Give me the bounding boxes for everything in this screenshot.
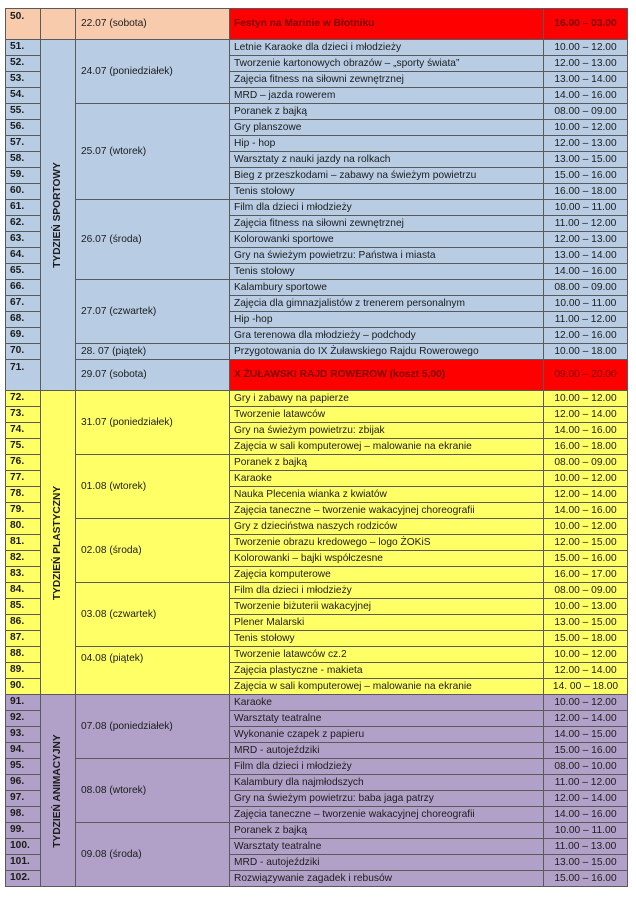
activity-cell: Film dla dzieci i młodzieży <box>230 759 544 775</box>
activity-cell: Przygotowania do IX Żuławskiego Rajdu Rowerowego <box>230 344 544 360</box>
time-cell: 10.00 – 12.00 <box>544 647 628 663</box>
date-cell: 02.08 (środa) <box>76 519 230 583</box>
row-number: 84. <box>6 583 41 599</box>
date-cell: 24.07 (poniedziałek) <box>76 40 230 104</box>
row-number: 86. <box>6 615 41 631</box>
activity-cell: Tenis stołowy <box>230 264 544 280</box>
activity-cell-highlighted: X ŻUŁAWSKI RAJD ROWEROW (koszt 5,00) <box>230 360 544 391</box>
time-cell: 08.00 – 10.00 <box>544 759 628 775</box>
week-label-animation: TYDZIEŃ ANIMACYJNY <box>52 733 63 848</box>
time-cell: 13.00 – 14.00 <box>544 248 628 264</box>
time-cell: 12.00 – 14.00 <box>544 791 628 807</box>
time-cell: 14.00 – 16.00 <box>544 88 628 104</box>
table-row <box>6 583 628 599</box>
activity-cell: Zajęcia taneczne – tworzenie wakacyjnej choreografii <box>230 807 544 823</box>
row-number: 56. <box>6 120 41 136</box>
time-cell-highlighted: 16.00 – 03.00 <box>544 9 628 40</box>
row-number: 51. <box>6 40 41 56</box>
time-cell: 10.00 – 12.00 <box>544 695 628 711</box>
date-cell: 26.07 (środa) <box>76 200 230 280</box>
row-number: 76. <box>6 455 41 471</box>
table-row <box>6 759 628 775</box>
activity-cell: Tenis stołowy <box>230 184 544 200</box>
time-cell: 12.00 – 13.00 <box>544 56 628 72</box>
week-label-cell <box>41 391 76 695</box>
table-row <box>6 40 628 56</box>
row-number: 68. <box>6 312 41 328</box>
time-cell: 10.00 – 13.00 <box>544 599 628 615</box>
table-row <box>6 104 628 120</box>
row-number: 74. <box>6 423 41 439</box>
activity-cell: Plener Malarski <box>230 615 544 631</box>
activity-cell: Karaoke <box>230 695 544 711</box>
time-cell: 12.00 – 13.00 <box>544 136 628 152</box>
row-number: 78. <box>6 487 41 503</box>
activity-cell: Tworzenie kartonowych obrazów – „sporty świata” <box>230 56 544 72</box>
activity-cell: Film dla dzieci i młodzieży <box>230 583 544 599</box>
activity-cell: Zajęcia taneczne – tworzenie wakacyjnej choreografii <box>230 503 544 519</box>
row-number: 79. <box>6 503 41 519</box>
row-number: 52. <box>6 56 41 72</box>
activity-cell: Nauka Plecenia wianka z kwiatów <box>230 487 544 503</box>
row-number: 53. <box>6 72 41 88</box>
row-number: 97. <box>6 791 41 807</box>
row-number: 58. <box>6 152 41 168</box>
activity-cell: Gry na świeżym powietrzu: Państwa i miasta <box>230 248 544 264</box>
row-number: 83. <box>6 567 41 583</box>
date-cell: 07.08 (poniedziałek) <box>76 695 230 759</box>
time-cell: 10.00 – 11.00 <box>544 296 628 312</box>
time-cell: 10.00 – 12.00 <box>544 519 628 535</box>
row-number: 87. <box>6 631 41 647</box>
row-number: 102. <box>6 871 41 887</box>
row-number: 80. <box>6 519 41 535</box>
date-cell: 31.07 (poniedziałek) <box>76 391 230 455</box>
time-cell-highlighted: 09.00 – 20.00 <box>544 360 628 391</box>
activity-cell: Warsztaty teatralne <box>230 711 544 727</box>
time-cell: 10.00 – 12.00 <box>544 471 628 487</box>
row-number: 81. <box>6 535 41 551</box>
activity-cell: Tenis stołowy <box>230 631 544 647</box>
time-cell: 16.00 – 18.00 <box>544 439 628 455</box>
activity-cell: Gry na świeżym powietrzu: baba jaga patrzy <box>230 791 544 807</box>
activity-cell: MRD - autojeździki <box>230 743 544 759</box>
table-row <box>6 9 628 40</box>
time-cell: 14. 00 – 18.00 <box>544 679 628 695</box>
date-cell: 25.07 (wtorek) <box>76 104 230 200</box>
date-cell: 09.08 (środa) <box>76 823 230 887</box>
table-row <box>6 200 628 216</box>
time-cell: 08.00 – 09.00 <box>544 280 628 296</box>
activity-cell: Zajęcia w sali komputerowej – malowanie na ekranie <box>230 439 544 455</box>
row-number: 66. <box>6 280 41 296</box>
row-number: 96. <box>6 775 41 791</box>
time-cell: 13.00 – 14.00 <box>544 72 628 88</box>
time-cell: 14.00 – 15.00 <box>544 727 628 743</box>
activity-cell: Zajęcia w sali komputerowej – malowanie na ekranie <box>230 679 544 695</box>
time-cell: 16.00 – 18.00 <box>544 184 628 200</box>
activity-cell: Letnie Karaoke dla dzieci i młodzieży <box>230 40 544 56</box>
row-number: 69. <box>6 328 41 344</box>
table-row <box>6 647 628 663</box>
time-cell: 12.00 – 16.00 <box>544 328 628 344</box>
row-number: 92. <box>6 711 41 727</box>
activity-cell: Tworzenie biżuterii wakacyjnej <box>230 599 544 615</box>
week-label-plastic: TYDZIEŃ PLASTYCZNY <box>52 485 63 600</box>
time-cell: 14.00 – 16.00 <box>544 503 628 519</box>
table-row <box>6 391 628 407</box>
activity-cell: Kolorowanki sportowe <box>230 232 544 248</box>
row-number: 72. <box>6 391 41 407</box>
activity-cell: Film dla dzieci i młodzieży <box>230 200 544 216</box>
time-cell: 12.00 – 13.00 <box>544 232 628 248</box>
activity-cell: Gry planszowe <box>230 120 544 136</box>
time-cell: 08.00 – 09.00 <box>544 104 628 120</box>
row-number: 75. <box>6 439 41 455</box>
time-cell: 10.00 – 12.00 <box>544 120 628 136</box>
time-cell: 15.00 – 16.00 <box>544 871 628 887</box>
row-number: 61. <box>6 200 41 216</box>
time-cell: 11.00 – 13.00 <box>544 839 628 855</box>
activity-cell: Tworzenie latawców cz.2 <box>230 647 544 663</box>
activity-cell: Poranek z bajką <box>230 823 544 839</box>
activity-cell: Wykonanie czapek z papieru <box>230 727 544 743</box>
table-row <box>6 280 628 296</box>
time-cell: 10.00 – 12.00 <box>544 40 628 56</box>
row-number: 99. <box>6 823 41 839</box>
row-number: 77. <box>6 471 41 487</box>
time-cell: 13.00 – 15.00 <box>544 615 628 631</box>
activity-cell: Gry i zabawy na papierze <box>230 391 544 407</box>
row-number: 89. <box>6 663 41 679</box>
row-number: 94. <box>6 743 41 759</box>
table-row <box>6 695 628 711</box>
row-number: 57. <box>6 136 41 152</box>
time-cell: 14.00 – 16.00 <box>544 423 628 439</box>
row-number: 59. <box>6 168 41 184</box>
activity-cell: Warsztaty teatralne <box>230 839 544 855</box>
week-label-cell <box>41 40 76 391</box>
time-cell: 13.00 – 15.00 <box>544 152 628 168</box>
activity-cell: Kolorowanki – bajki współczesne <box>230 551 544 567</box>
time-cell: 15.00 – 18.00 <box>544 631 628 647</box>
row-number: 73. <box>6 407 41 423</box>
row-number: 71. <box>6 360 41 391</box>
row-number: 90. <box>6 679 41 695</box>
date-cell: 29.07 (sobota) <box>76 360 230 391</box>
row-number: 60. <box>6 184 41 200</box>
time-cell: 10.00 – 11.00 <box>544 200 628 216</box>
activity-cell: Warsztaty z nauki jazdy na rolkach <box>230 152 544 168</box>
row-number: 101. <box>6 855 41 871</box>
time-cell: 14.00 – 16.00 <box>544 264 628 280</box>
time-cell: 15.00 – 16.00 <box>544 168 628 184</box>
activity-cell: Gry na świeżym powietrzu: zbijak <box>230 423 544 439</box>
activity-cell: Tworzenie latawców <box>230 407 544 423</box>
row-number: 100. <box>6 839 41 855</box>
activity-cell: MRD - autojeździki <box>230 855 544 871</box>
time-cell: 10.00 – 12.00 <box>544 391 628 407</box>
date-cell: 22.07 (sobota) <box>76 9 230 40</box>
row-number: 95. <box>6 759 41 775</box>
time-cell: 12.00 – 14.00 <box>544 487 628 503</box>
week-label-sport: TYDZIEŃ SPORTOWY <box>52 162 63 268</box>
time-cell: 10.00 – 11.00 <box>544 823 628 839</box>
time-cell: 12.00 – 14.00 <box>544 711 628 727</box>
table-row <box>6 344 628 360</box>
time-cell: 11.00 – 12.00 <box>544 312 628 328</box>
activity-cell-highlighted: Festyn na Marinie w Błotniku <box>230 9 544 40</box>
time-cell: 15.00 – 16.00 <box>544 551 628 567</box>
time-cell: 08.00 – 09.00 <box>544 455 628 471</box>
time-cell: 11.00 – 12.00 <box>544 775 628 791</box>
table-row <box>6 455 628 471</box>
time-cell: 08.00 – 09.00 <box>544 583 628 599</box>
time-cell: 15.00 – 16.00 <box>544 743 628 759</box>
activity-cell: Rozwiązywanie zagadek i rebusów <box>230 871 544 887</box>
time-cell: 16.00 – 17.00 <box>544 567 628 583</box>
row-number: 91. <box>6 695 41 711</box>
week-label-cell <box>41 695 76 887</box>
activity-cell: Kalambury sportowe <box>230 280 544 296</box>
time-cell: 13.00 – 15.00 <box>544 855 628 871</box>
time-cell: 12.00 – 15.00 <box>544 535 628 551</box>
row-number: 70. <box>6 344 41 360</box>
week-cell-empty <box>41 9 76 40</box>
time-cell: 10.00 – 18.00 <box>544 344 628 360</box>
row-number: 63. <box>6 232 41 248</box>
date-cell: 03.08 (czwartek) <box>76 583 230 647</box>
time-cell: 14.00 – 16.00 <box>544 807 628 823</box>
row-number: 65. <box>6 264 41 280</box>
row-number: 62. <box>6 216 41 232</box>
row-number: 93. <box>6 727 41 743</box>
row-number: 55. <box>6 104 41 120</box>
time-cell: 12.00 – 14.00 <box>544 407 628 423</box>
row-number: 54. <box>6 88 41 104</box>
row-number: 67. <box>6 296 41 312</box>
activity-cell: Poranek z bajką <box>230 455 544 471</box>
activity-cell: Hip -hop <box>230 312 544 328</box>
activity-cell: Zajęcia komputerowe <box>230 567 544 583</box>
activity-cell: Gra terenowa dla młodzieży – podchody <box>230 328 544 344</box>
activity-cell: Zajęcia fitness na siłowni zewnętrznej <box>230 72 544 88</box>
row-number: 88. <box>6 647 41 663</box>
activity-cell: Poranek z bajką <box>230 104 544 120</box>
time-cell: 11.00 – 12.00 <box>544 216 628 232</box>
table-row <box>6 360 628 391</box>
row-number: 85. <box>6 599 41 615</box>
date-cell: 08.08 (wtorek) <box>76 759 230 823</box>
activity-cell: Zajęcia fitness na siłowni zewnętrznej <box>230 216 544 232</box>
date-cell: 04.08 (piątek) <box>76 647 230 695</box>
activity-cell: Gry z dzieciństwa naszych rodziców <box>230 519 544 535</box>
time-cell: 12.00 – 14.00 <box>544 663 628 679</box>
table-row <box>6 823 628 839</box>
activity-cell: Tworzenie obrazu kredowego – logo ŻOKiS <box>230 535 544 551</box>
row-number: 50. <box>6 9 41 40</box>
date-cell: 27.07 (czwartek) <box>76 280 230 344</box>
row-number: 82. <box>6 551 41 567</box>
activity-cell: Kalambury dla najmłodszych <box>230 775 544 791</box>
activity-cell: Zajęcia dla gimnazjalistów z trenerem personalnym <box>230 296 544 312</box>
activity-cell: Zajęcia plastyczne - makieta <box>230 663 544 679</box>
activity-cell: Hip - hop <box>230 136 544 152</box>
row-number: 64. <box>6 248 41 264</box>
activity-cell: Karaoke <box>230 471 544 487</box>
schedule-table <box>5 8 628 887</box>
row-number: 98. <box>6 807 41 823</box>
table-row <box>6 519 628 535</box>
date-cell: 28. 07 (piątek) <box>76 344 230 360</box>
date-cell: 01.08 (wtorek) <box>76 455 230 519</box>
activity-cell: MRD – jazda rowerem <box>230 88 544 104</box>
activity-cell: Bieg z przeszkodami – zabawy na świeżym powietrzu <box>230 168 544 184</box>
